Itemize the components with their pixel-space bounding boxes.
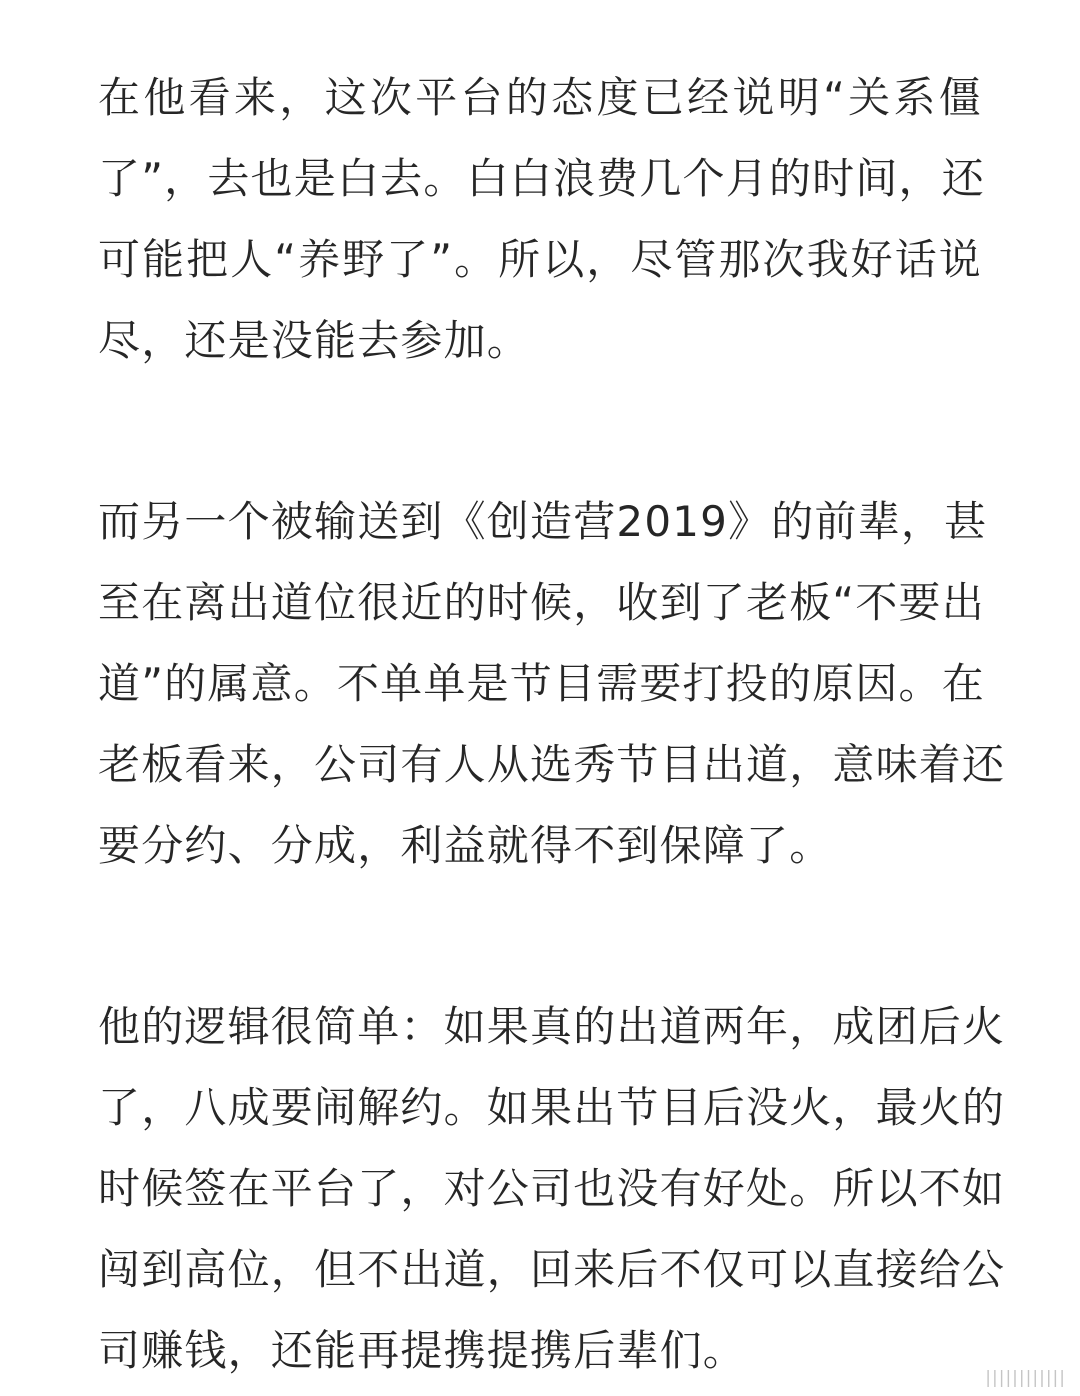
text-line: 了”，去也是白去。白白浪费几个月的时间，还 (98, 154, 985, 203)
text-line: 要分约、分成，利益就得不到保障了。 (98, 821, 833, 870)
text-line: 他的逻辑很简单：如果真的出道两年，成团后火 (98, 1002, 1006, 1051)
paragraph-3 (98, 986, 1006, 1391)
text-line: 时候签在平台了，对公司也没有好处。所以不如 (98, 1164, 1006, 1213)
text-line: 了，八成要闹解约。如果出节目后没火，最火的 (98, 1083, 1006, 1132)
text-line: 老板看来，公司有人从选秀节目出道，意味着还 (98, 740, 1006, 789)
text-line: 闯到高位，但不出道，回来后不仅可以直接给公 (98, 1245, 1006, 1294)
text-line: 可能把人“养野了”。所以，尽管那次我好话说 (98, 235, 982, 284)
watermark-logo: |||||||||||| (985, 1368, 1066, 1388)
text-line: 而另一个被输送到《创造营2019》的前辈，甚 (98, 497, 988, 546)
text-line: 司赚钱，还能再提携提携后辈们。 (98, 1326, 747, 1375)
text-line: 至在离出道位很近的时候，收到了老板“不要出 (98, 578, 985, 627)
text-line: 在他看来，这次平台的态度已经说明“关系僵 (98, 73, 982, 122)
text-line: 道”的属意。不单单是节目需要打投的原因。在 (98, 659, 985, 708)
paragraph-2 (98, 481, 1006, 886)
paragraph-1 (98, 57, 985, 381)
text-line: 尽，还是没能去参加。 (98, 316, 531, 365)
